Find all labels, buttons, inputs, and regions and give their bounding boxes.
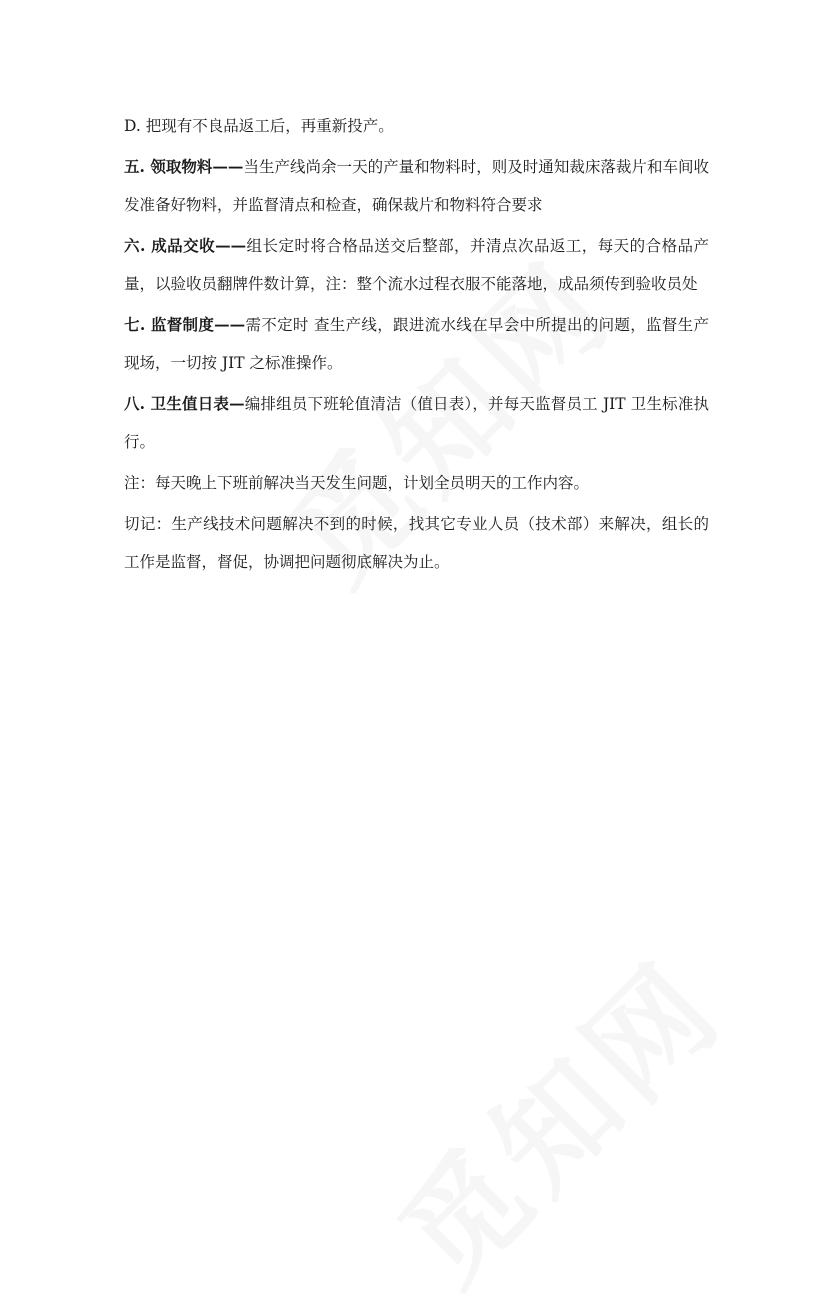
paragraph-text: 当生产线尚余一天的产量和物料时，则及时通知裁床落裁片和车间收发准备好物料，并监督清点和检查，确保裁片和物料符合要求: [124, 158, 709, 214]
paragraph-heading: 五. 领取物料——: [124, 157, 244, 176]
paragraph-text: 组长定时将合格品送交后整部，并清点次品返工，每天的合格品产量，以验收员翻牌件数计算，注：整个流水过程衣服不能落地，成品须传到验收员处: [124, 237, 709, 293]
paragraph-d: [124, 107, 709, 145]
paragraph-text: 编排组员下班轮值清洁（值日表），并每天监督员工 JIT 卫生标准执行。: [124, 395, 710, 451]
paragraph-note: [124, 464, 709, 502]
paragraph-remember: [124, 505, 709, 581]
paragraph-heading: 七. 监督制度——: [124, 315, 246, 334]
paragraph-text: D. 把现有不良品返工后，再重新投产。: [124, 117, 394, 135]
watermark: [356, 917, 753, 1314]
paragraph-text: 需不定时 查生产线，跟进流水线在早会中所提出的问题，监督生产现场，一切按 JIT 之标准操作。: [124, 316, 709, 372]
paragraph-text: 注：每天晚上下班前解决当天发生问题，计划全员明天的工作内容。: [124, 474, 590, 492]
paragraph-finished-goods: [124, 227, 709, 303]
document-body: [124, 107, 709, 584]
paragraph-collect-materials: [124, 148, 709, 224]
paragraph-heading: 六. 成品交收——: [124, 236, 247, 255]
paragraph-hygiene-duty: [124, 385, 709, 461]
paragraph-heading: 八. 卫生值日表—: [124, 394, 245, 413]
paragraph-text: 切记：生产线技术问题解决不到的时候，找其它专业人员（技术部）来解决，组长的工作是监督，督促，协调把问题彻底解决为止。: [124, 515, 709, 571]
paragraph-supervision: [124, 306, 709, 382]
